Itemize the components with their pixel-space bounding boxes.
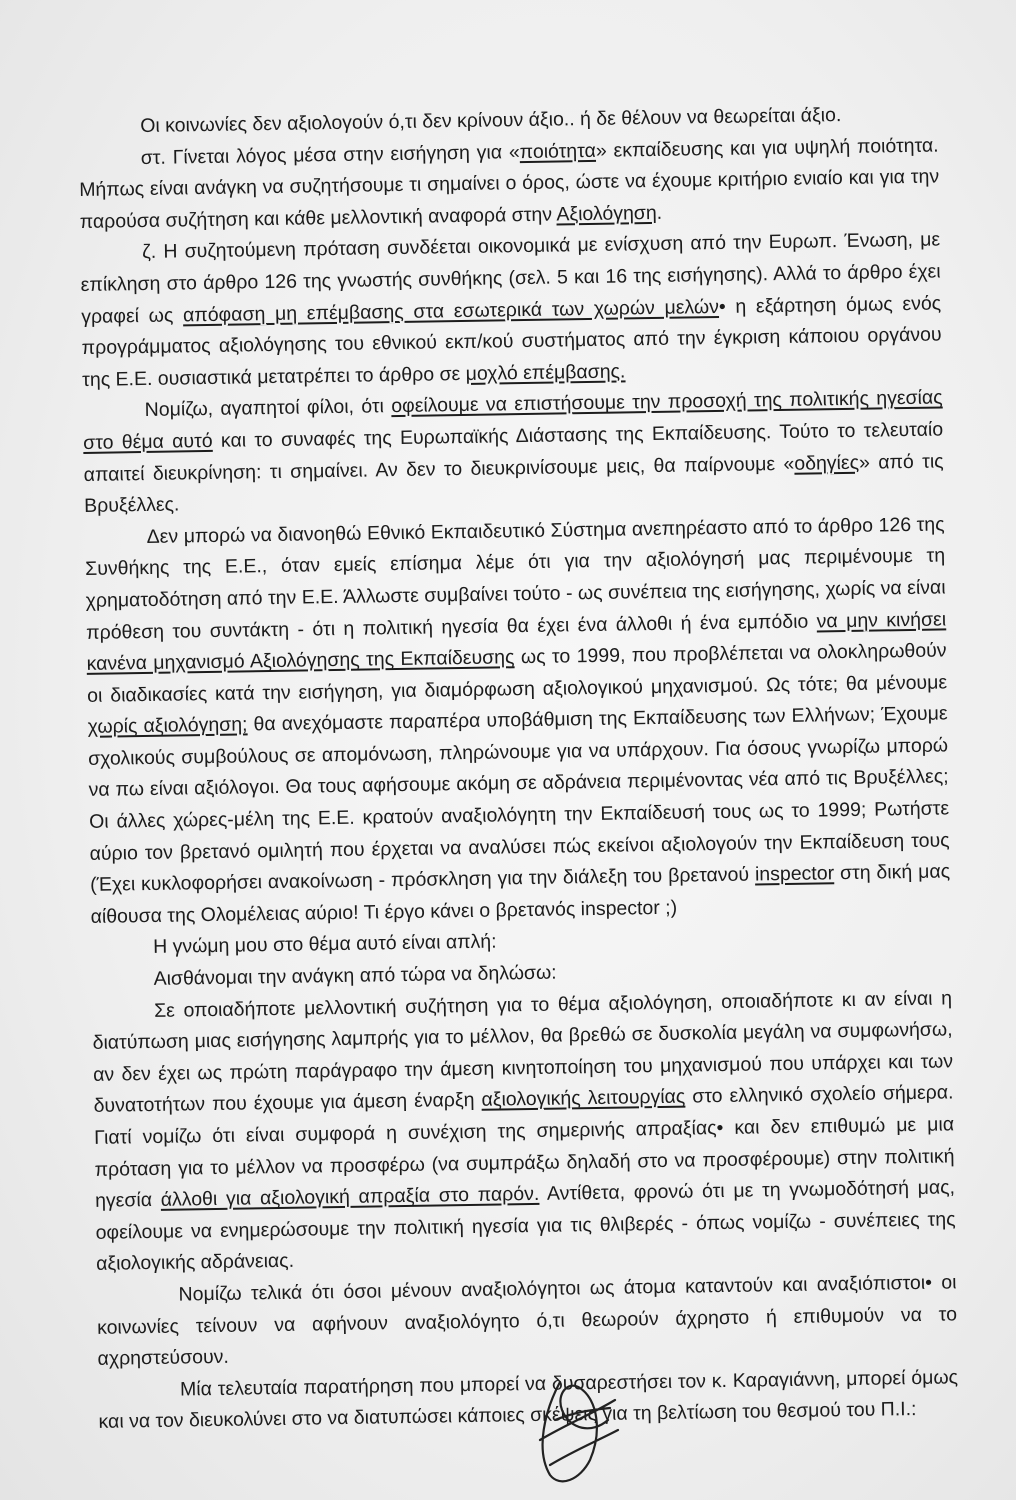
p4-underline-2: οδηγίες: [794, 451, 860, 475]
p5-text-b: ως το 1999, που προβλέπεται να ολοκληρωθούν οι διαδικασίες κατά την εισήγηση, για διαμόρφωση αξιολογικού μηχανισμού. Ως τότε; θα μένουμε: [86, 639, 948, 707]
p3-text-a: ζ. Η συζητούμενη πρόταση συνδέεται οικονομικά με ενίσχυση από την Ευρωπ. Ένωση, με επίκληση στο άρθρο 126 της γνωστής συνθήκης (σελ. 5 και 16 της εισήγησης). Αλλά το άρθρο έχει γραφεί ως: [80, 228, 941, 328]
p2-underline-2: Αξιολόγηση: [556, 201, 657, 226]
p2-underline-1: ποιότητα: [519, 139, 597, 163]
p8-text-c: Αντίθετα, φρονώ ότι με τη γνωμοδότησή μας, οφείλουμε να ενημερώσουμε την πολιτική ηγεσία για τις θλιβερές - όπως νομίζω - συνέπειες της αξιολογικής αδράνειας.: [95, 1176, 956, 1276]
document-body: [78, 98, 959, 1438]
p5-text-c: θα ανεχόμαστε παραπέρα υποβάθμιση της Εκπαίδευσης των Ελλήνων; Έχουμε σχολικούς συμβούλους σε απομόνωση, πληρώνουμε για να υπάρχουν. Για όσους γνωρίζω μπορώ να πω είναι αξιόλογοι. Θα τους αφήσουμε ακόμη σε αδράνεια περιμένοντας νέα από τις Βρυξέλλες; Οι άλλες χώρες-μέλη της Ε.Ε. κρατούν αναξιολόγητη την Εκπαίδευσή τους ως το 1999; Ρωτήστε αύριο τον βρετανό ομιλητή που έρχεται να αναλύσει πώς εκείνοι αξιολογούν την Εκπαίδευση τους (Έχει κυκλοφορήσει ανακοίνωση - πρόσκληση για την διάλεξη του βρετανού: [87, 702, 950, 897]
paragraph-7: Αισθάνομαι την ανάγκη από τώρα να δηλώσω:: [153, 961, 557, 990]
p4-text-c: » από τις Βρυξέλλες.: [84, 449, 944, 518]
p5-text-a: Δεν μπορώ να διανοηθώ Εθνικό Εκπαιδευτικό Σύστημα ανεπηρέαστο από το άρθρο 126 της Συνθήκης της Ε.Ε., όταν εμείς επίσημα λέμε ότι για την αξιολόγησή μας περιμένουμε τη χρηματοδότηση από την Ε.Ε. Άλλωστε συμβαίνει τούτο - ως συνέπεια της εισήγησης, χωρίς να είναι πρόθεση του συντάκτη - ότι η πολιτική ηγεσία θα έχει ένα άλλοθι ή ένα εμπόδιο: [85, 513, 946, 644]
p5-underline-2: χωρίς αξιολόγηση;: [87, 713, 248, 739]
paragraph-8: [92, 983, 956, 1281]
paragraph-10: Μία τελευταία παρατήρηση που μπορεί να δυσαρεστήσει τον κ. Καραγιάννη, μπορεί όμως και να τον διευκολύνει στο να διατυπώσει κάποιες σκέψεις για τη βελτίωση του θεσμού του Π.Ι.:: [98, 1366, 959, 1434]
p5-underline-1: να μην κινήσει κανένα μηχανισμό Αξιολόγησης της Εκπαίδευσης: [86, 607, 947, 676]
paragraph-6: Η γνώμη μου στο θέμα αυτό είναι απλή:: [152, 930, 497, 959]
p8-underline-2: άλλοθι για αξιολογική απραξία στο παρόν.: [160, 1183, 540, 1212]
p2-text-b: » εκπαίδευσης και για υψηλή ποιότητα. Μήπως είναι ανάγκη να συζητήσουμε τι σημαίνει ο όρος, ώστε να έχουμε κριτήριο ενιαίο και για την παρούσα συζήτηση και κάθε μελλοντική αναφορά στην: [79, 134, 940, 233]
p4-underline-1: οφείλουμε να επιστήσουμε την προσοχή της πολιτικής ηγεσίας στο θέμα αυτό: [83, 386, 943, 454]
paragraph-3: [80, 225, 942, 396]
p2-text-a: στ. Γίνεται λόγος μέσα στην εισήγηση για «: [140, 140, 520, 169]
p3-underline-2: μοχλό επέμβασης.: [465, 360, 626, 385]
p2-text-c: .: [656, 201, 663, 224]
paragraph-1: Οι κοινωνίες δεν αξιολογούν ό,τι δεν κρίνουν άξιο.. ή δε θέλουν να θεωρείται άξιο.: [140, 104, 842, 138]
paragraph-9: Νομίζω τελικά ότι όσοι μένουν αναξιολόγητοι ως άτομα καταντούν και αναξιόπιστοι• οι κοινωνίες τείνουν να αφήνουν αναξιολόγητο ό,τι θεωρούν άχρηστο ή επιθυμούν να το αχρηστεύσουν.: [96, 1271, 958, 1371]
signature-image: [520, 1370, 630, 1490]
p8-underline-1: αξιολογικής λειτουργίας: [481, 1085, 686, 1112]
paragraph-2: [78, 130, 939, 238]
p8-text-b: στο ελληνικό σχολείο σήμερα. Γιατί νομίζω ότι είναι συμφορά η συνέχιση της σημερινής απραξίας• και δεν επιθυμώ με μια πρόταση για το μέλλον να προσφέρω (να συμπράξω δηλαδή στο να προσφέρουμε) στην πολιτική ηγεσία: [93, 1081, 955, 1213]
p5-text-d: στη δική μας αίθουσα της Ολομέλειας αύριο! Τι έργο κάνει ο βρετανός inspector ;): [90, 860, 951, 928]
p5-underline-3: inspector: [754, 862, 835, 886]
p8-text-a: Σε οποιαδήποτε μελλοντική συζήτηση για το θέμα αξιολόγηση, οποιαδήποτε κι αν είναι η διατύπωση μιας εισήγησης λαμπρής για το μέλλον, θα βρεθώ σε δυσκολία μεγάλη να συμφωνήσω, αν δεν έχει ως πρώτη παράγραφο την άμεση κινητοποίηση του μηχανισμού που υπάρχει και των δυνατοτήτων που έχουμε για άμεση έναρξη: [92, 987, 954, 1118]
paragraph-4: [82, 383, 944, 523]
paragraph-5: [84, 509, 950, 933]
p4-text-a: Νομίζω, αγαπητοί φίλοι, ότι: [144, 395, 392, 422]
p3-text-b: • η εξάρτηση όμως ενός προγράμματος αξιολόγησης του εθνικού εκπ/κού συστήματος από την έγκριση κάποιου οργάνου της Ε.Ε. ουσιαστικά μετατρέπει το άρθρο σε: [81, 292, 942, 391]
p3-underline-1: απόφαση μη επέμβασης στα εσωτερικά των χωρών μελών: [182, 295, 720, 326]
p4-text-b: και το συναφές της Ευρωπαϊκής Διάστασης της Εκπαίδευσης. Τούτο το τελευταίο απαιτεί διευκρίνηση: τι σημαίνει. Αν δεν το διευκρινίσουμε μεις, θα παίρνουμε «: [83, 418, 944, 486]
